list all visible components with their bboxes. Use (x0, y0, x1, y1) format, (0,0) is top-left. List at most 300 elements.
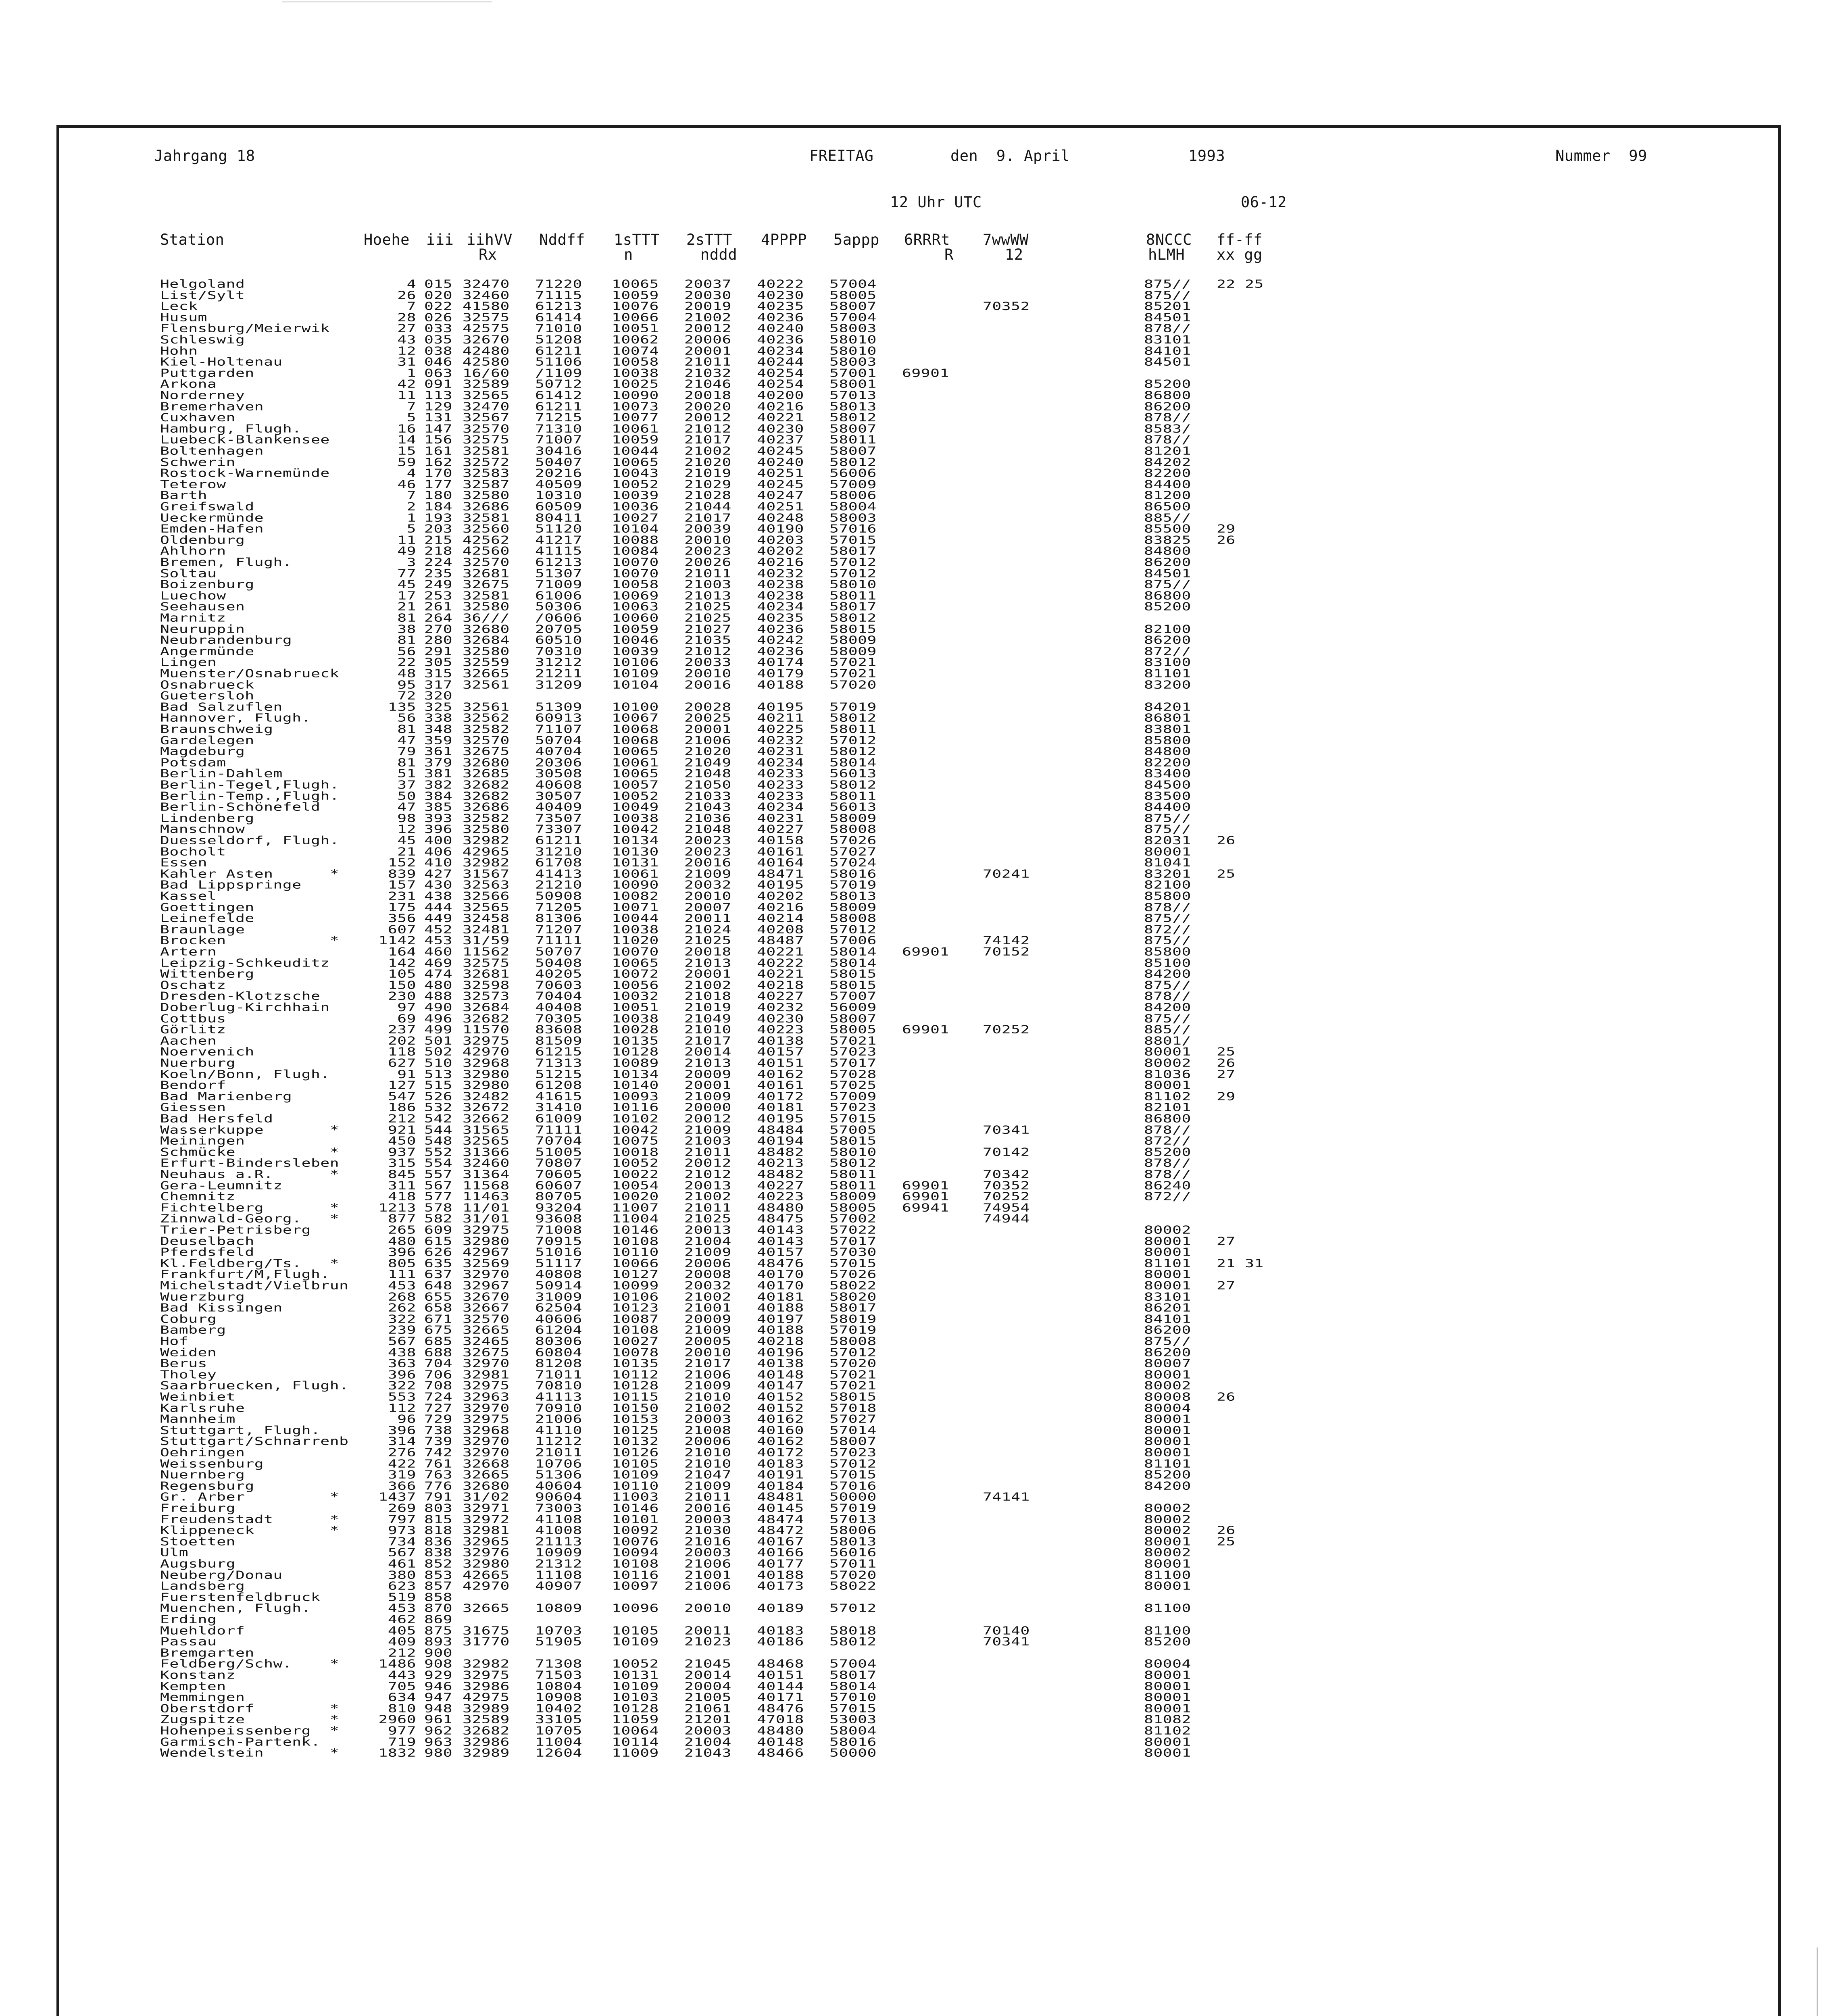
cell-s1ttt: 10109 (612, 1635, 659, 1648)
observation-time: 12 Uhr UTC (890, 194, 982, 211)
cell-p5appp: 57025 (829, 1079, 877, 1092)
cell-s2ttt: 21025 (684, 934, 731, 947)
table-row (59, 1546, 1269, 1560)
cell-n8nccc: 81101 (1144, 1457, 1191, 1470)
cell-hoehe: 269 (388, 1502, 416, 1515)
cell-iii: 193 (424, 511, 453, 524)
cell-s1ttt: 10065 (612, 767, 659, 780)
cell-s1ttt: 10032 (612, 989, 659, 1003)
cell-station: Bremgarten (160, 1646, 254, 1659)
cell-station: Essen (160, 856, 207, 869)
cell-iihvv: 42975 (463, 1691, 510, 1704)
cell-s1ttt: 10046 (612, 633, 659, 647)
table-row (59, 1045, 1269, 1059)
cell-n8nccc: 80002 (1144, 1513, 1191, 1526)
cell-s1ttt: 10025 (612, 377, 659, 391)
cell-s1ttt: 10058 (612, 578, 659, 591)
cell-hoehe: 11 (397, 389, 416, 402)
cell-s1ttt: 10108 (612, 1323, 659, 1337)
cell-iihvv: 32975 (463, 1034, 510, 1047)
cell-iii: 249 (424, 578, 453, 591)
cell-iihvv: 32565 (463, 389, 510, 402)
cell-p4pppp: 48480 (757, 1724, 804, 1737)
cell-w7wwww: 74954 (983, 1201, 1030, 1214)
cell-p4pppp: 40164 (757, 856, 804, 869)
cell-hoehe: 105 (388, 967, 416, 981)
cell-n8nccc: 84500 (1144, 778, 1191, 791)
cell-nddff: 41110 (535, 1424, 582, 1437)
cell-p4pppp: 40233 (757, 767, 804, 780)
cell-p4pppp: 40143 (757, 1235, 804, 1248)
scan-edge-mark (1817, 1947, 1818, 2016)
cell-iihvv: 32587 (463, 478, 510, 491)
table-row (59, 444, 1269, 458)
cell-n8nccc: 83500 (1144, 789, 1191, 802)
cell-nddff: 71011 (535, 1368, 582, 1381)
cell-iihvv: 32561 (463, 700, 510, 713)
cell-nddff: 62504 (535, 1301, 582, 1314)
cell-s2ttt: 21035 (684, 633, 731, 647)
cell-nddff: 60804 (535, 1346, 582, 1359)
cell-station: Bad Lippspringe (160, 878, 302, 891)
cell-n8nccc: 81082 (1144, 1713, 1191, 1726)
cell-s1ttt: 10127 (612, 1268, 659, 1281)
cell-p4pppp: 40240 (757, 456, 804, 469)
cell-p4pppp: 40194 (757, 1134, 804, 1148)
cell-station: Kahler Asten * (160, 867, 340, 880)
cell-iihvv: 32682 (463, 789, 510, 802)
cell-nddff: 73003 (535, 1502, 582, 1515)
cell-nddff: 10402 (535, 1702, 582, 1715)
cell-nddff: 40808 (535, 1268, 582, 1281)
cell-p5appp: 58017 (829, 600, 877, 613)
table-row (59, 1746, 1269, 1760)
cell-nddff: 10706 (535, 1457, 582, 1470)
cell-p5appp: 57012 (829, 734, 877, 747)
cell-iihvv: 32968 (463, 1056, 510, 1070)
cell-p4pppp: 40227 (757, 989, 804, 1003)
cell-p5appp: 57020 (829, 1357, 877, 1370)
cell-s2ttt: 20013 (684, 1223, 731, 1237)
cell-p5appp: 58009 (829, 812, 877, 825)
cell-s1ttt: 10146 (612, 1223, 659, 1237)
cell-station: Hof (160, 1335, 189, 1348)
cell-s1ttt: 10028 (612, 1023, 659, 1036)
cell-iii: 648 (424, 1279, 453, 1292)
cell-nddff: 51307 (535, 567, 582, 580)
cell-n8nccc: 80002 (1144, 1056, 1191, 1070)
cell-s1ttt: 10090 (612, 389, 659, 402)
cell-s1ttt: 10069 (612, 589, 659, 602)
cell-hoehe: 2 (406, 500, 416, 513)
cell-s2ttt: 21002 (684, 1290, 731, 1303)
cell-hoehe: 5 (406, 522, 416, 535)
cell-nddff: 73507 (535, 812, 582, 825)
cell-station: Bocholt (160, 845, 226, 858)
cell-s1ttt: 10078 (612, 1346, 659, 1359)
cell-station: Puttgarden (160, 367, 254, 379)
cell-iihvv: 32575 (463, 433, 510, 446)
cell-iihvv: 42480 (463, 344, 510, 357)
cell-iii: 113 (424, 389, 453, 402)
cell-p4pppp: 40223 (757, 1023, 804, 1036)
cell-station: Goettingen (160, 901, 254, 914)
cell-p4pppp: 40162 (757, 1435, 804, 1448)
cell-station: Klippeneck * (160, 1524, 340, 1537)
cell-iihvv: 31364 (463, 1168, 510, 1181)
cell-nddff: 61006 (535, 589, 582, 602)
cell-iihvv: 32465 (463, 1335, 510, 1348)
cell-hoehe: 202 (388, 1034, 416, 1047)
cell-nddff: 70605 (535, 1168, 582, 1181)
cell-s2ttt: 20006 (684, 1435, 731, 1448)
cell-ff: 25 (1217, 867, 1236, 880)
cell-p4pppp: 40223 (757, 1190, 804, 1203)
cell-p4pppp: 48476 (757, 1257, 804, 1270)
cell-ff: 21 31 (1217, 1257, 1264, 1270)
cell-iii: 033 (424, 322, 453, 335)
cell-s2ttt: 21036 (684, 812, 731, 825)
cell-station: Schleswig (160, 333, 245, 346)
cell-p5appp: 58005 (829, 1023, 877, 1036)
cell-iii: 469 (424, 956, 453, 969)
cell-nddff: 71008 (535, 1223, 582, 1237)
cell-nddff: 31009 (535, 1290, 582, 1303)
cell-w7wwww: 74944 (983, 1212, 1030, 1225)
cell-hoehe: 805 (388, 1257, 416, 1270)
cell-s1ttt: 10115 (612, 1390, 659, 1404)
cell-iihvv: 32682 (463, 778, 510, 791)
col-7wwww-sub: 12 (1005, 246, 1023, 263)
cell-iii: 381 (424, 767, 453, 780)
cell-nddff: /0606 (535, 611, 582, 625)
cell-nddff: 41413 (535, 867, 582, 880)
cell-hoehe: 396 (388, 1424, 416, 1437)
cell-p4pppp: 40200 (757, 389, 804, 402)
cell-iihvv: 32686 (463, 800, 510, 814)
cell-s1ttt: 10059 (612, 433, 659, 446)
cell-station: Greifswald (160, 500, 254, 513)
cell-n8nccc: 80001 (1144, 1446, 1191, 1459)
cell-iihvv: 32681 (463, 967, 510, 981)
cell-iii: 626 (424, 1245, 453, 1259)
cell-p4pppp: 40203 (757, 533, 804, 546)
cell-iii: 474 (424, 967, 453, 981)
cell-station: Magdeburg (160, 745, 245, 758)
cell-nddff: /1109 (535, 367, 582, 379)
cell-s2ttt: 21006 (684, 1557, 731, 1570)
cell-hoehe: 21 (397, 600, 416, 613)
cell-hoehe: 623 (388, 1579, 416, 1593)
cell-s2ttt: 21013 (684, 589, 731, 602)
cell-s1ttt: 10042 (612, 823, 659, 836)
cell-n8nccc: 878// (1144, 322, 1191, 335)
cell-station: Kempten (160, 1680, 226, 1693)
cell-nddff: 31410 (535, 1101, 582, 1114)
cell-p5appp: 57016 (829, 1479, 877, 1492)
cell-hoehe: 1 (406, 367, 416, 379)
cell-nddff: 81208 (535, 1357, 582, 1370)
cell-station: Duesseldorf, Flugh. (160, 834, 340, 847)
cell-iihvv: 32573 (463, 989, 510, 1003)
cell-p5appp: 58006 (829, 489, 877, 502)
cell-s2ttt: 20030 (684, 289, 731, 302)
cell-station: Karlsruhe (160, 1402, 245, 1414)
cell-s2ttt: 20018 (684, 945, 731, 958)
cell-p5appp: 57017 (829, 1235, 877, 1248)
cell-p4pppp: 40138 (757, 1034, 804, 1047)
cell-hoehe: 366 (388, 1479, 416, 1492)
cell-n8nccc: 80002 (1144, 1223, 1191, 1237)
cell-iihvv: 32572 (463, 456, 510, 469)
cell-n8nccc: 85800 (1144, 945, 1191, 958)
cell-p4pppp: 40161 (757, 1079, 804, 1092)
cell-p4pppp: 40181 (757, 1290, 804, 1303)
cell-p4pppp: 40245 (757, 478, 804, 491)
cell-s2ttt: 20011 (684, 1624, 731, 1637)
cell-s1ttt: 10109 (612, 1468, 659, 1481)
cell-iihvv: 32982 (463, 834, 510, 847)
cell-s2ttt: 21049 (684, 1012, 731, 1025)
cell-p4pppp: 40238 (757, 578, 804, 591)
cell-s1ttt: 10104 (612, 678, 659, 691)
cell-iihvv: 31/59 (463, 934, 510, 947)
cell-s2ttt: 20023 (684, 845, 731, 858)
cell-n8nccc: 85201 (1144, 300, 1191, 313)
cell-n8nccc: 80004 (1144, 1402, 1191, 1414)
cell-hoehe: 276 (388, 1446, 416, 1459)
cell-p5appp: 58015 (829, 623, 877, 635)
cell-iihvv: 32563 (463, 878, 510, 891)
cell-s1ttt: 10036 (612, 500, 659, 513)
cell-s1ttt: 10061 (612, 867, 659, 880)
cell-p5appp: 57007 (829, 989, 877, 1003)
cell-n8nccc: 885// (1144, 511, 1191, 524)
cell-hoehe: 438 (388, 1346, 416, 1359)
cell-p5appp: 57023 (829, 1446, 877, 1459)
cell-s1ttt: 10103 (612, 1691, 659, 1704)
cell-n8nccc: 80001 (1144, 1435, 1191, 1448)
col-4pppp: 4PPPP (761, 231, 807, 248)
cell-hoehe: 164 (388, 945, 416, 958)
cell-n8nccc: 80001 (1144, 1079, 1191, 1092)
cell-s2ttt: 20003 (684, 1546, 731, 1559)
cell-hoehe: 98 (397, 812, 416, 825)
cell-s2ttt: 21009 (684, 1123, 731, 1136)
cell-s2ttt: 21044 (684, 500, 731, 513)
cell-n8nccc: 81200 (1144, 489, 1191, 502)
cell-station: Konstanz (160, 1668, 236, 1682)
cell-p5appp: 58017 (829, 1668, 877, 1682)
cell-hoehe: 127 (388, 1079, 416, 1092)
cell-iii: 379 (424, 756, 453, 769)
cell-iihvv: 11463 (463, 1190, 510, 1203)
cell-s2ttt: 20010 (684, 667, 731, 680)
cell-p5appp: 58016 (829, 1735, 877, 1748)
cell-iihvv: 32982 (463, 856, 510, 869)
cell-hoehe: 50 (397, 789, 416, 802)
cell-iii: 131 (424, 411, 453, 424)
cell-p5appp: 57012 (829, 1602, 877, 1615)
col-station: Station (160, 231, 225, 248)
cell-nddff: 70807 (535, 1156, 582, 1170)
cell-station: Hohn (160, 344, 198, 357)
cell-s1ttt: 10112 (612, 1368, 659, 1381)
cell-p5appp: 58008 (829, 912, 877, 925)
cell-p4pppp: 40251 (757, 500, 804, 513)
cell-p5appp: 58022 (829, 1579, 877, 1593)
cell-s2ttt: 20009 (684, 1312, 731, 1325)
cell-s1ttt: 10101 (612, 1513, 659, 1526)
cell-p5appp: 58005 (829, 1201, 877, 1214)
cell-station: Oschatz (160, 979, 226, 991)
cell-station: Wittenberg (160, 967, 254, 981)
cell-s1ttt: 10056 (612, 979, 659, 991)
cell-iii: 385 (424, 800, 453, 814)
cell-n8nccc: 86200 (1144, 556, 1191, 569)
cell-hoehe: 567 (388, 1335, 416, 1348)
cell-p5appp: 57016 (829, 522, 877, 535)
cell-p4pppp: 40225 (757, 723, 804, 736)
cell-iii: 946 (424, 1680, 453, 1693)
cell-p5appp: 58014 (829, 956, 877, 969)
cell-p4pppp: 40251 (757, 467, 804, 480)
cell-hoehe: 72 (397, 689, 416, 702)
cell-iihvv: 32580 (463, 645, 510, 658)
cell-station: Helgoland (160, 277, 245, 291)
cell-s1ttt: 10038 (612, 367, 659, 379)
cell-iii: 557 (424, 1168, 453, 1181)
cell-s1ttt: 10062 (612, 333, 659, 346)
cell-s2ttt: 21032 (684, 367, 731, 379)
cell-station: Zugspitze * (160, 1713, 340, 1726)
cell-p5appp: 58019 (829, 1312, 877, 1325)
cell-station: Ulm (160, 1546, 189, 1559)
cell-nddff: 21211 (535, 667, 582, 680)
cell-iii: 708 (424, 1379, 453, 1392)
cell-iihvv: 32976 (463, 1546, 510, 1559)
cell-p5appp: 58010 (829, 578, 877, 591)
cell-n8nccc: 82031 (1144, 834, 1191, 847)
cell-hoehe: 231 (388, 889, 416, 903)
cell-s1ttt: 10059 (612, 289, 659, 302)
table-row (59, 1657, 1269, 1671)
cell-iii: 438 (424, 889, 453, 903)
cell-iii: 706 (424, 1368, 453, 1381)
cell-iii: 853 (424, 1568, 453, 1581)
table-row (59, 1001, 1269, 1014)
cell-p4pppp: 40236 (757, 645, 804, 658)
cell-iii: 655 (424, 1290, 453, 1303)
cell-n8nccc: 80004 (1144, 1657, 1191, 1670)
cell-n8nccc: 84800 (1144, 745, 1191, 758)
cell-p5appp: 56006 (829, 467, 877, 480)
cell-iii: 729 (424, 1412, 453, 1426)
cell-nddff: 80705 (535, 1190, 582, 1203)
cell-station: Berlin-Tegel,Flugh. (160, 778, 340, 791)
cell-n8nccc: 80001 (1144, 1735, 1191, 1748)
cell-hoehe: 79 (397, 745, 416, 758)
cell-nddff: 51215 (535, 1068, 582, 1081)
cell-p4pppp: 40145 (757, 1502, 804, 1515)
cell-n8nccc: 878// (1144, 1123, 1191, 1136)
cell-s2ttt: 20023 (684, 544, 731, 558)
cell-hoehe: 97 (397, 1001, 416, 1014)
cell-nddff: 70704 (535, 1134, 582, 1148)
cell-iihvv: 32981 (463, 1368, 510, 1381)
cell-p5appp: 57019 (829, 1323, 877, 1337)
table-row (59, 1535, 1269, 1549)
cell-p4pppp: 40232 (757, 567, 804, 580)
cell-s1ttt: 10116 (612, 1101, 659, 1114)
table-row (59, 645, 1269, 658)
cell-s1ttt: 10100 (612, 700, 659, 713)
cell-s1ttt: 10043 (612, 467, 659, 480)
cell-iii: 320 (424, 689, 453, 702)
cell-p4pppp: 40147 (757, 1379, 804, 1392)
cell-n8nccc: 878// (1144, 989, 1191, 1003)
table-row (59, 533, 1269, 547)
cell-s1ttt: 10109 (612, 1680, 659, 1693)
cell-n8nccc: 878// (1144, 411, 1191, 424)
cell-s1ttt: 10039 (612, 645, 659, 658)
cell-iii: 739 (424, 1435, 453, 1448)
cell-p5appp: 57004 (829, 311, 877, 324)
cell-s1ttt: 10128 (612, 1379, 659, 1392)
cell-p4pppp: 48468 (757, 1657, 804, 1670)
cell-nddff: 40604 (535, 1479, 582, 1492)
cell-w7wwww: 70342 (983, 1168, 1030, 1181)
cell-s1ttt: 10128 (612, 1045, 659, 1058)
cell-hoehe: 59 (397, 456, 416, 469)
cell-hoehe: 627 (388, 1056, 416, 1070)
cell-n8nccc: 80001 (1144, 1368, 1191, 1381)
cell-station: Cuxhaven (160, 411, 236, 424)
cell-p5appp: 56009 (829, 1001, 877, 1014)
cell-s1ttt: 10059 (612, 623, 659, 635)
cell-p4pppp: 40211 (757, 711, 804, 725)
cell-p4pppp: 48481 (757, 1490, 804, 1504)
cell-nddff: 51120 (535, 522, 582, 535)
cell-p4pppp: 40162 (757, 1068, 804, 1081)
cell-nddff: 41217 (535, 533, 582, 546)
cell-iihvv: 32968 (463, 1424, 510, 1437)
cell-hoehe: 142 (388, 956, 416, 969)
cell-p4pppp: 40183 (757, 1624, 804, 1637)
cell-s1ttt: 10097 (612, 1579, 659, 1593)
cell-s2ttt: 21029 (684, 478, 731, 491)
cell-n8nccc: 84202 (1144, 456, 1191, 469)
cell-hoehe: 77 (397, 567, 416, 580)
cell-nddff: 71007 (535, 433, 582, 446)
cell-p4pppp: 48471 (757, 867, 804, 880)
cell-hoehe: 12 (397, 823, 416, 836)
cell-hoehe: 16 (397, 422, 416, 435)
col-iii: iii (426, 231, 454, 248)
cell-s2ttt: 21020 (684, 745, 731, 758)
cell-p5appp: 53003 (829, 1713, 877, 1726)
cell-nddff: 61211 (535, 344, 582, 357)
cell-s2ttt: 21010 (684, 1023, 731, 1036)
cell-s2ttt: 21025 (684, 1212, 731, 1225)
cell-n8nccc: 85200 (1144, 377, 1191, 391)
cell-nddff: 61215 (535, 1045, 582, 1058)
cell-n8nccc: 84400 (1144, 478, 1191, 491)
cell-r6rrrt: 69941 (902, 1201, 949, 1214)
table-row (59, 289, 1269, 302)
table-row (59, 1604, 1269, 1615)
cell-nddff: 50707 (535, 945, 582, 958)
